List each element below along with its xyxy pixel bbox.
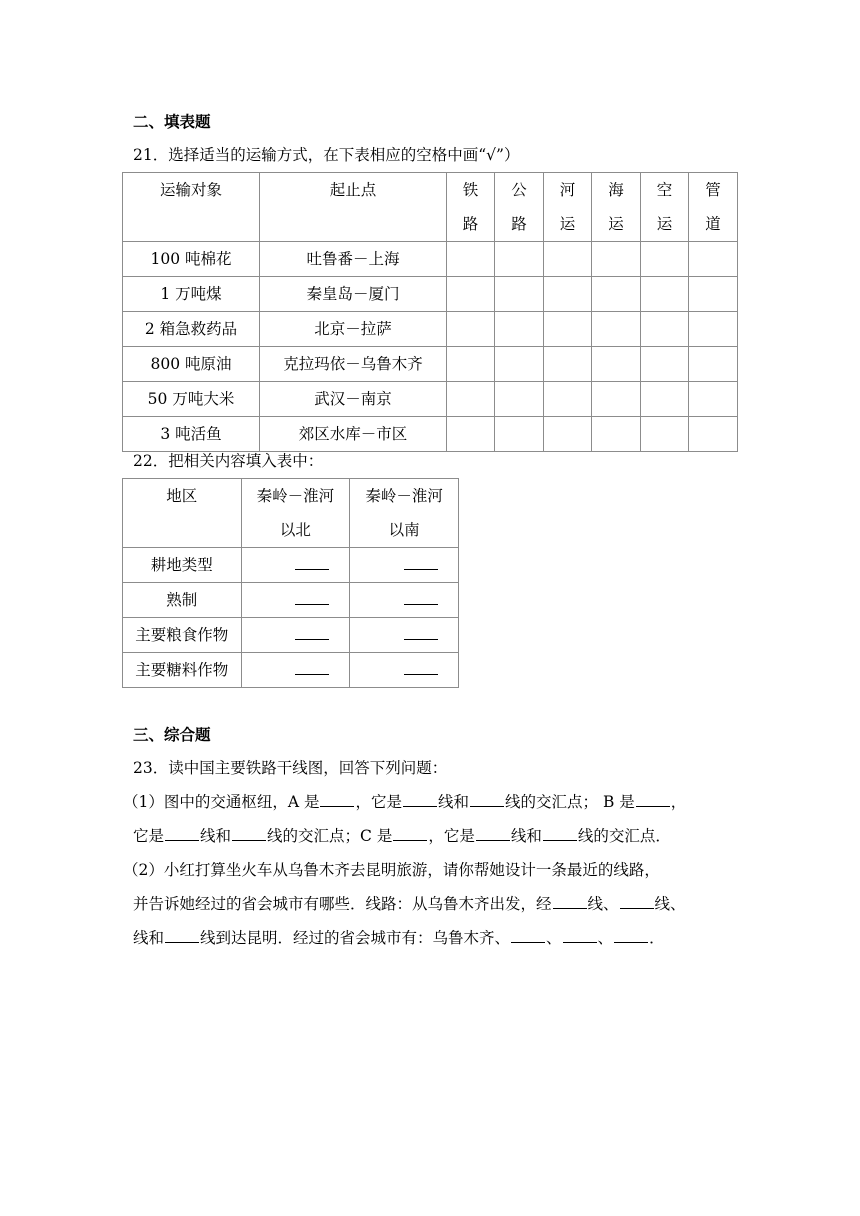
cell-object: 800 吨原油: [123, 347, 260, 382]
answer-cell[interactable]: [447, 347, 495, 382]
answer-cell[interactable]: [544, 312, 592, 347]
answer-blank[interactable]: [636, 792, 670, 807]
answer-blank[interactable]: [295, 654, 329, 675]
cell-object: 100 吨棉花: [123, 242, 260, 277]
answer-cell[interactable]: [544, 382, 592, 417]
cell-route: 吐鲁番－上海: [260, 242, 447, 277]
answer-cell[interactable]: [689, 417, 738, 452]
answer-blank[interactable]: [470, 792, 504, 807]
answer-cell[interactable]: [350, 548, 459, 583]
answer-cell[interactable]: [592, 242, 641, 277]
table-row: [123, 417, 738, 452]
section-title-fill-table: 二、填表题: [133, 113, 211, 131]
answer-blank[interactable]: [295, 584, 329, 605]
answer-blank[interactable]: [563, 928, 597, 943]
answer-blank[interactable]: [165, 928, 199, 943]
cell-route: 秦皇岛－厦门: [260, 277, 447, 312]
answer-cell[interactable]: [689, 382, 738, 417]
answer-cell[interactable]: [495, 417, 544, 452]
cell-object: 3 吨活鱼: [123, 417, 260, 452]
section-title-comprehensive: 三、综合题: [133, 726, 211, 744]
table-row: [123, 277, 738, 312]
answer-cell[interactable]: [641, 312, 689, 347]
answer-cell[interactable]: [495, 312, 544, 347]
header-mode-road: 公 路: [495, 173, 544, 242]
answer-blank[interactable]: [295, 619, 329, 640]
answer-blank[interactable]: [403, 792, 437, 807]
table-header-row: [123, 173, 738, 242]
row-label: 主要粮食作物: [123, 618, 242, 653]
answer-cell[interactable]: [592, 277, 641, 312]
answer-cell[interactable]: [641, 242, 689, 277]
cell-object: 50 万吨大米: [123, 382, 260, 417]
answer-cell[interactable]: [495, 242, 544, 277]
transport-table: [122, 172, 738, 452]
answer-blank[interactable]: [543, 826, 577, 841]
answer-cell[interactable]: [544, 277, 592, 312]
table-row: [123, 653, 459, 688]
header-route: 起止点: [260, 173, 447, 242]
cell-route: 北京－拉萨: [260, 312, 447, 347]
answer-blank[interactable]: [393, 826, 427, 841]
answer-cell[interactable]: [544, 417, 592, 452]
answer-blank[interactable]: [232, 826, 266, 841]
header-mode-air: 空 运: [641, 173, 689, 242]
answer-cell[interactable]: [447, 277, 495, 312]
cell-object: 2 箱急救药品: [123, 312, 260, 347]
cell-route: 郊区水库－市区: [260, 417, 447, 452]
answer-cell[interactable]: [241, 583, 350, 618]
answer-blank[interactable]: [404, 549, 438, 570]
header-mode-sea: 海 运: [592, 173, 641, 242]
answer-blank[interactable]: [295, 549, 329, 570]
answer-cell[interactable]: [689, 242, 738, 277]
table-row: [123, 312, 738, 347]
table-row: [123, 382, 738, 417]
answer-cell[interactable]: [241, 548, 350, 583]
header-mode-river: 河 运: [544, 173, 592, 242]
answer-blank[interactable]: [620, 894, 654, 909]
answer-cell[interactable]: [641, 347, 689, 382]
cell-route: 克拉玛依－乌鲁木齐: [260, 347, 447, 382]
answer-cell[interactable]: [592, 312, 641, 347]
header-mode-pipeline: 管 道: [689, 173, 738, 242]
row-label: 熟制: [123, 583, 242, 618]
answer-blank[interactable]: [476, 826, 510, 841]
table-row: [123, 583, 459, 618]
answer-cell[interactable]: [641, 382, 689, 417]
answer-cell[interactable]: [495, 347, 544, 382]
cell-object: 1 万吨煤: [123, 277, 260, 312]
answer-cell[interactable]: [689, 277, 738, 312]
header-object: 运输对象: [123, 173, 260, 242]
answer-blank[interactable]: [404, 654, 438, 675]
answer-cell[interactable]: [592, 382, 641, 417]
answer-blank[interactable]: [553, 894, 587, 909]
answer-cell[interactable]: [544, 242, 592, 277]
answer-cell[interactable]: [447, 242, 495, 277]
answer-cell[interactable]: [241, 653, 350, 688]
answer-cell[interactable]: [592, 347, 641, 382]
answer-blank[interactable]: [404, 584, 438, 605]
header-north: 秦岭－淮河 以北: [241, 479, 350, 548]
question-23-part1-line1: （1）图中的交通枢纽，A 是 ，它是 线和 线的交汇点； B 是 ，: [123, 793, 687, 811]
answer-cell[interactable]: [641, 417, 689, 452]
answer-cell[interactable]: [495, 277, 544, 312]
table-row: [123, 618, 459, 653]
region-comparison-table: [122, 478, 459, 688]
answer-cell[interactable]: [689, 347, 738, 382]
answer-cell[interactable]: [592, 417, 641, 452]
question-21-stem: 21．选择适当的运输方式，在下表相应的空格中画“√”）: [133, 146, 520, 164]
question-23-part2-line2: 并告诉她经过的省会城市有哪些．线路：从乌鲁木齐出发，经 线、 线、: [133, 895, 686, 913]
question-22-stem: 22．把相关内容填入表中：: [133, 452, 324, 470]
answer-cell[interactable]: [447, 417, 495, 452]
table-header-row: [123, 479, 459, 548]
question-23-part2-line1: （2）小红打算坐火车从乌鲁木齐去昆明旅游，请你帮她设计一条最近的线路，: [123, 861, 660, 879]
answer-blank[interactable]: [511, 928, 545, 943]
cell-route: 武汉－南京: [260, 382, 447, 417]
answer-cell[interactable]: [447, 312, 495, 347]
answer-cell[interactable]: [544, 347, 592, 382]
answer-cell[interactable]: [350, 618, 459, 653]
answer-cell[interactable]: [641, 277, 689, 312]
table-row: [123, 548, 459, 583]
question-23-part1-line2: 它是 线和 线的交汇点；C 是 ，它是 线和 线的交汇点．: [133, 827, 671, 845]
table-row: [123, 242, 738, 277]
question-23-part2-line3: 线和 线到达昆明．经过的省会城市有：乌鲁木齐、 、 、 ．: [133, 929, 665, 947]
header-mode-rail: 铁 路: [447, 173, 495, 242]
answer-cell[interactable]: [447, 382, 495, 417]
answer-cell[interactable]: [241, 618, 350, 653]
answer-cell[interactable]: [689, 312, 738, 347]
answer-blank[interactable]: [404, 619, 438, 640]
answer-cell[interactable]: [350, 653, 459, 688]
header-south: 秦岭－淮河 以南: [350, 479, 459, 548]
row-label: 主要糖料作物: [123, 653, 242, 688]
answer-blank[interactable]: [614, 928, 648, 943]
row-label: 耕地类型: [123, 548, 242, 583]
answer-cell[interactable]: [350, 583, 459, 618]
table-row: [123, 347, 738, 382]
answer-blank[interactable]: [320, 792, 354, 807]
answer-blank[interactable]: [165, 826, 199, 841]
header-region: 地区: [123, 479, 242, 548]
question-23-stem: 23．读中国主要铁路干线图，回答下列问题：: [133, 759, 448, 777]
answer-cell[interactable]: [495, 382, 544, 417]
